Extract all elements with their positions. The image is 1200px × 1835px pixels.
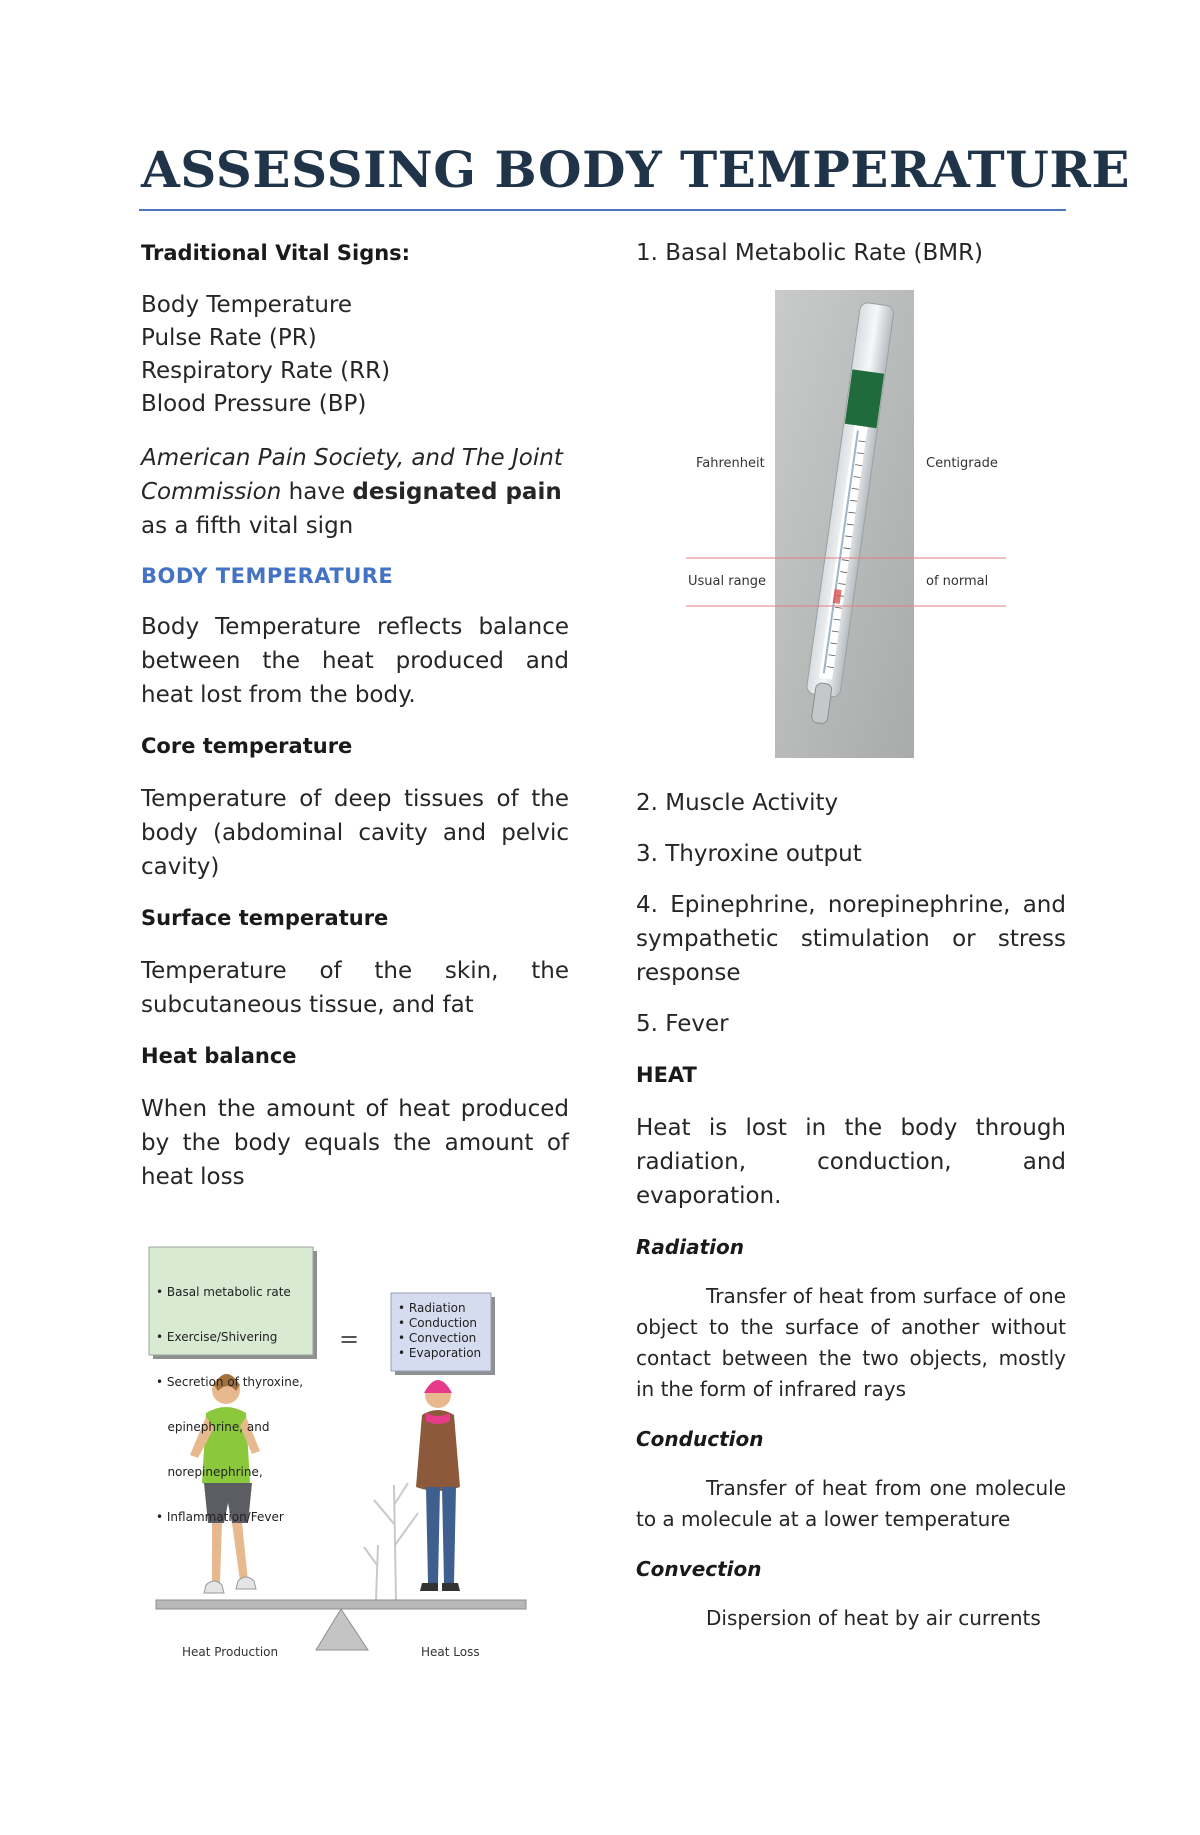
loss-item: • Evaporation [398, 1346, 482, 1360]
loss-item: • Radiation [398, 1301, 466, 1315]
loss-list [398, 1301, 481, 1361]
thermometer-illustration [686, 290, 1006, 758]
core-temperature-heading: Core temperature [141, 734, 353, 758]
vital-sign-item: Pulse Rate (PR) [141, 325, 317, 351]
heat-balance-figure [146, 1245, 536, 1665]
equals-sign: = [339, 1325, 360, 1353]
production-item: • Exercise/Shivering [156, 1330, 278, 1344]
vital-sign-item: Respiratory Rate (RR) [141, 358, 391, 384]
loss-item: • Conduction [398, 1316, 478, 1330]
label-heat-loss: Heat Loss [421, 1645, 480, 1659]
surface-temperature-heading: Surface temperature [141, 906, 389, 930]
thermometer-figure [686, 290, 1006, 758]
vital-signs-list [141, 289, 569, 421]
vital-signs-heading: Traditional Vital Signs: [141, 241, 411, 265]
factor-fever: 5. Fever [636, 1011, 729, 1037]
label-centigrade: Centigrade [926, 456, 998, 471]
label-fahrenheit: Fahrenheit [696, 456, 765, 471]
core-temperature-text: Temperature of deep tissues of the body (abdominal cavity and pelvic cavity) [141, 786, 569, 880]
seesaw-fulcrum [316, 1609, 368, 1650]
aps-organizations: American Pain Society, and The Joint Commission [141, 445, 563, 505]
production-item: • Basal metabolic rate [156, 1285, 291, 1299]
radiation-text: Transfer of heat from surface of one object to the surface of another without contact between the two objects, mostly in the form of infrared rays [636, 1284, 1066, 1401]
heat-heading: HEAT [636, 1063, 697, 1087]
convection-text: Dispersion of heat by air currents [706, 1606, 1041, 1630]
loss-item: • Convection [398, 1331, 477, 1345]
body-temperature-text: Body Temperature reflects balance between the heat produced and heat lost from the body. [141, 614, 569, 708]
conduction-text: Transfer of heat from one molecule to a molecule at a lower temperature [636, 1476, 1066, 1531]
heat-balance-heading: Heat balance [141, 1044, 297, 1068]
body-temperature-heading: BODY TEMPERATURE [141, 564, 394, 588]
pain-vital-sign-note [141, 441, 569, 543]
shivering-person [416, 1380, 460, 1591]
vital-sign-item: Body Temperature [141, 292, 353, 318]
production-item: norepinephrine, [156, 1465, 263, 1479]
seesaw-plank [156, 1600, 526, 1609]
factor-thyroxine: 3. Thyroxine output [636, 841, 862, 867]
aps-designated-pain: designated pain [352, 479, 562, 505]
factor-epinephrine: 4. Epinephrine, norepinephrine, and sympathetic stimulation or stress response [636, 892, 1066, 986]
convection-heading: Convection [636, 1557, 762, 1581]
factor-muscle-activity: 2. Muscle Activity [636, 790, 839, 816]
production-item: epinephrine, and [156, 1420, 270, 1434]
factor-bmr: 1. Basal Metabolic Rate (BMR) [636, 240, 984, 266]
label-heat-production: Heat Production [182, 1645, 279, 1659]
vital-sign-item: Blood Pressure (BP) [141, 391, 367, 417]
conduction-heading: Conduction [636, 1427, 764, 1451]
winter-trees [364, 1483, 418, 1600]
label-usual-range: Usual range [688, 574, 767, 589]
title-rule [139, 209, 1066, 211]
production-item: • Inflammation/Fever [156, 1510, 284, 1524]
production-list [156, 1255, 303, 1555]
heat-text: Heat is lost in the body through radiation, conduction, and evaporation. [636, 1115, 1066, 1209]
aps-end: as a fifth vital sign [141, 513, 354, 539]
aps-mid: have [281, 479, 353, 505]
page-title: ASSESSING BODY TEMPERATURE [141, 140, 1131, 199]
label-of-normal: of normal [926, 574, 989, 589]
production-item: • Secretion of thyroxine, [156, 1375, 304, 1389]
surface-temperature-text: Temperature of the skin, the subcutaneous tissue, and fat [141, 958, 569, 1018]
left-column [141, 236, 569, 1194]
radiation-heading: Radiation [636, 1235, 744, 1259]
heat-balance-text: When the amount of heat produced by the body equals the amount of heat loss [141, 1096, 569, 1190]
